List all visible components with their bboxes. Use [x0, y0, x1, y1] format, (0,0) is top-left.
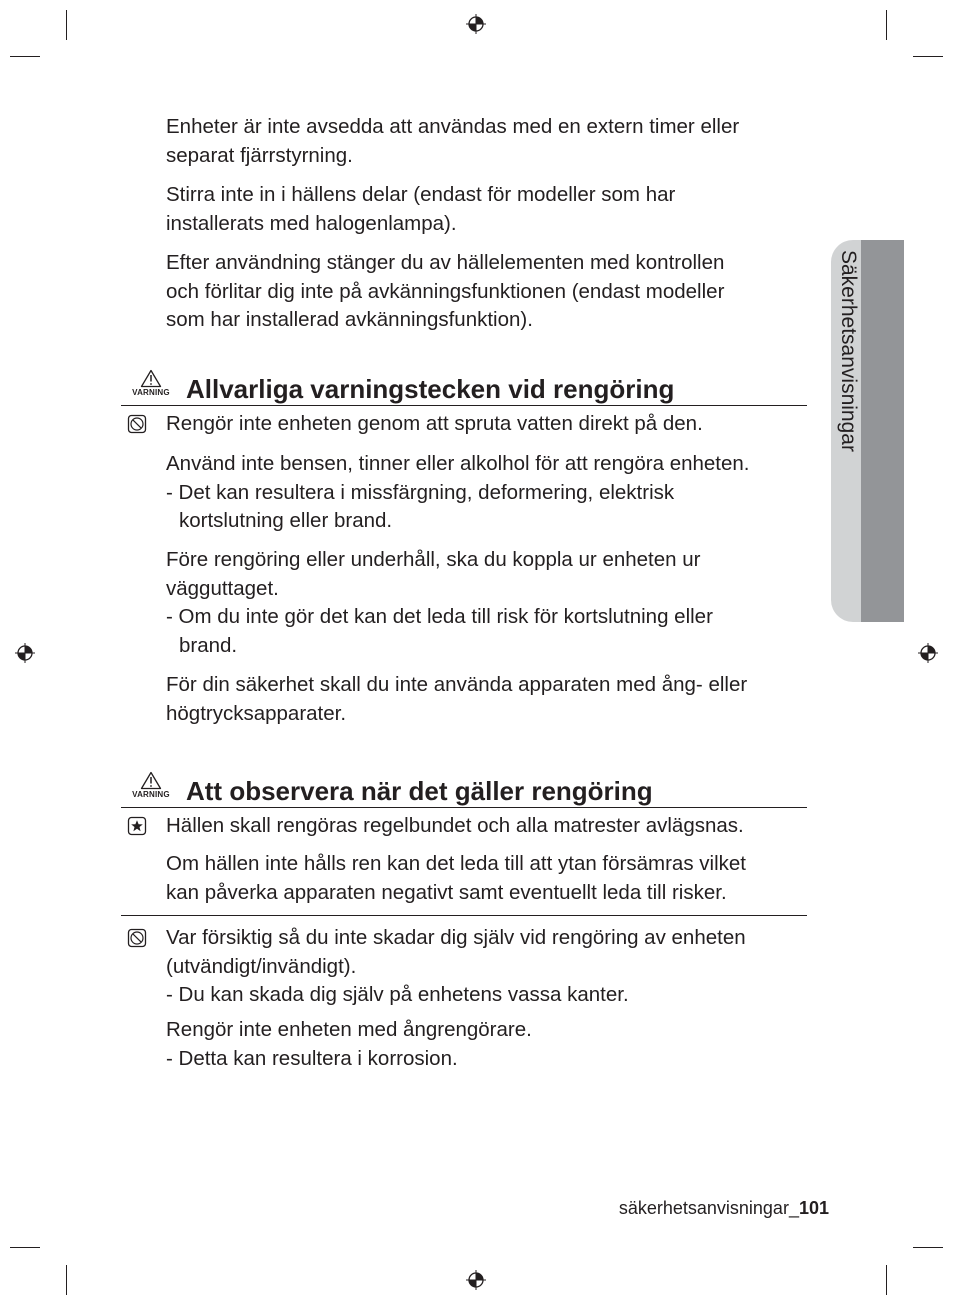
warning-item: Före rengöring eller underhåll, ska du koppla ur enheten ur vägguttaget. - Om du inte gör det kan det leda till risk för kortslutning eller brand.: [166, 548, 713, 657]
registration-mark-icon: [15, 643, 35, 663]
crop-mark: [913, 56, 943, 57]
registration-mark-icon: [918, 643, 938, 663]
crop-mark: [66, 1265, 67, 1295]
warning-badge: [126, 771, 176, 799]
footer-section-name: säkerhetsanvisningar_: [618, 1198, 799, 1218]
intro-paragraph: Stirra inte in i hällens delar (endast för modeller som har installerats med halogenlampa).: [166, 183, 676, 235]
side-tab-dark: [861, 240, 904, 622]
caution-item: Rengör inte enheten med ångrengörare. - Detta kan resultera i korrosion.: [166, 1018, 532, 1070]
registration-mark-icon: [466, 14, 486, 34]
page-footer: [619, 1197, 829, 1219]
intro-paragraph: Enheter är inte avsedda att användas med en extern timer eller separat fjärrstyrning.: [166, 115, 740, 167]
warning-item: Använd inte bensen, tinner eller alkolhol för att rengöra enheten. - Det kan resultera i missfärgning, deformering, elektrisk kortslutning eller brand.: [166, 452, 750, 532]
warning-label: VARNING: [132, 790, 170, 799]
page-number: 101: [798, 1198, 829, 1218]
crop-mark: [66, 10, 67, 40]
registration-mark-icon: [466, 1270, 486, 1290]
caution-item: Var försiktig så du inte skadar dig själv vid rengöring av enheten (utvändigt/invändigt). - Du kan skada dig själv på enhetens vassa kanter.: [166, 926, 746, 1006]
crop-mark: [886, 1265, 887, 1295]
section-rule: [121, 405, 807, 406]
crop-mark: [10, 1247, 40, 1248]
crop-mark: [10, 56, 40, 57]
warning-triangle-icon: [126, 771, 176, 791]
caution-item: Om hällen inte hålls ren kan det leda till att ytan försämras vilket kan påverka apparaten negativt samt eventuellt leda till risker.: [166, 852, 746, 904]
section-rule: [121, 807, 807, 808]
warning-label: VARNING: [132, 388, 170, 397]
intro-paragraph: Efter användning stänger du av hällelementen med kontrollen och förlitar dig inte på avkänningsfunktionen (endast modeller som har installerad avkänningsfunktion).: [166, 251, 725, 331]
section-heading: Allvarliga varningstecken vid rengöring: [186, 374, 675, 404]
crop-mark: [886, 10, 887, 40]
warning-item: För din säkerhet skall du inte använda apparaten med ång- eller högtrycksapparater.: [166, 673, 748, 725]
section-heading: Att observera när det gäller rengöring: [186, 776, 653, 806]
crop-mark: [913, 1247, 943, 1248]
warning-triangle-icon: [126, 369, 176, 389]
group-divider: [121, 915, 807, 916]
prohibited-icon: [127, 928, 147, 948]
star-note-icon: [127, 816, 147, 836]
warning-badge: [126, 369, 176, 397]
side-tab-label: Säkerhetsanvisningar: [837, 250, 860, 452]
warning-item: Rengör inte enheten genom att spruta vatten direkt på den.: [166, 412, 703, 435]
caution-item: Hällen skall rengöras regelbundet och alla matrester avlägsnas.: [166, 814, 744, 837]
prohibited-icon: [127, 414, 147, 434]
